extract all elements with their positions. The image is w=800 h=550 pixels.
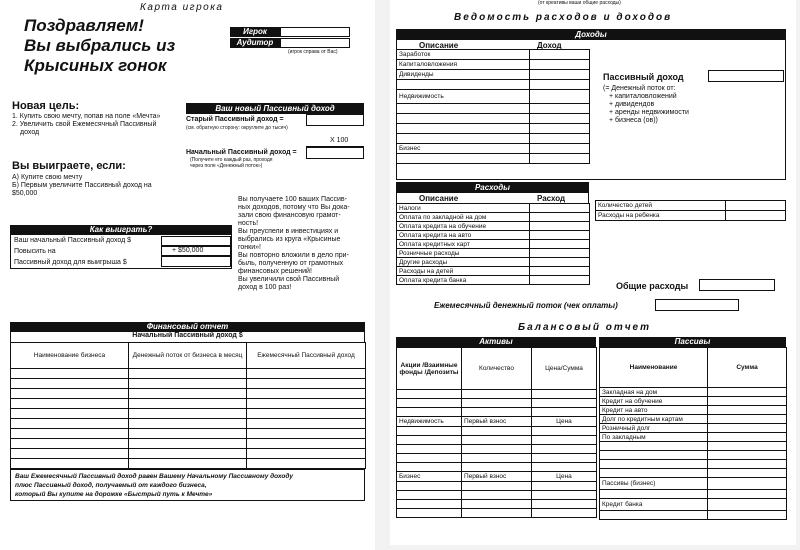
table-row[interactable] bbox=[397, 80, 590, 90]
start-passive-label: Начальный Пассивный доход = bbox=[186, 149, 297, 156]
old-passive-label: Старый Пассивный доход = bbox=[186, 116, 284, 123]
table-row[interactable] bbox=[397, 134, 590, 144]
assets-col-stocks: Акции /Взаимные фонды /Депозиты bbox=[397, 348, 462, 390]
financial-subheader: Начальный Пассивный доход $ bbox=[10, 332, 365, 342]
how-win-header: Как выиграть? bbox=[10, 225, 232, 235]
financial-footer: Ваш Ежемесячный Пассивный доход равен Вашему Начальному Пассивному доходу плюс Пассивный доход, получаемый от каждого бизнеса, который Вы купите на дорожке «Быстрый путь к Мечте» bbox=[10, 469, 365, 501]
liab-col-sum: Сумма bbox=[708, 348, 787, 388]
monthly-cashflow-field[interactable] bbox=[655, 299, 739, 311]
table-row[interactable]: Расходы на ребенка bbox=[596, 211, 786, 221]
increase-value: + $50,000 bbox=[161, 246, 231, 256]
table-row[interactable] bbox=[11, 449, 366, 459]
table-row[interactable] bbox=[11, 429, 366, 439]
assets-table bbox=[396, 347, 597, 518]
table-row[interactable]: Другие расходы bbox=[397, 258, 590, 267]
table-row[interactable]: Пассивы (бизнес) bbox=[600, 478, 787, 490]
table-row[interactable] bbox=[600, 511, 787, 520]
auditor-name-field[interactable] bbox=[280, 38, 350, 48]
balance-title: Балансовый отчет bbox=[518, 322, 652, 333]
table-row[interactable]: Количество детей bbox=[596, 201, 786, 211]
old-passive-note: (см. обратную сторону: округлите до тысяч) bbox=[186, 125, 288, 131]
children-table bbox=[595, 200, 786, 221]
fin-col-passive: Ежемесячный Пассивный доход bbox=[247, 343, 366, 369]
table-row[interactable] bbox=[397, 114, 590, 124]
table-row[interactable]: Оплата по закладной на дом bbox=[397, 213, 590, 222]
table-row[interactable] bbox=[600, 469, 787, 478]
table-row[interactable] bbox=[11, 409, 366, 419]
table-row[interactable] bbox=[11, 419, 366, 429]
passive-income-heading: Пассивный доход bbox=[603, 72, 684, 82]
financial-table bbox=[10, 342, 366, 469]
table-row[interactable]: Розничный долг bbox=[600, 424, 787, 433]
card-title: Карта игрока bbox=[140, 2, 224, 13]
table-row[interactable]: По закладным bbox=[600, 433, 787, 442]
win-list: А) Купите свою мечту Б) Первым увеличите Пассивный доход на $50,000 bbox=[12, 174, 152, 197]
start-passive-note: (Получите его каждый раз, проходя через поле «Денежный поток») bbox=[190, 157, 273, 169]
table-row[interactable]: Недвижимость bbox=[397, 90, 590, 104]
player-label: Игрок bbox=[230, 27, 280, 37]
table-row[interactable] bbox=[11, 379, 366, 389]
table-row[interactable]: Кредит банка bbox=[600, 499, 787, 511]
table-row[interactable]: Закладная на дом bbox=[600, 388, 787, 397]
table-row[interactable] bbox=[397, 491, 597, 500]
table-row[interactable] bbox=[600, 451, 787, 460]
fin-col-business: Наименование бизнеса bbox=[11, 343, 129, 369]
table-row[interactable]: Кредит на авто bbox=[600, 406, 787, 415]
liab-col-name: Наименование bbox=[600, 348, 708, 388]
table-row[interactable] bbox=[600, 490, 787, 499]
table-row[interactable]: Оплата кредита на авто bbox=[397, 231, 590, 240]
new-goal-heading: Новая цель: bbox=[12, 100, 80, 112]
expenses-table bbox=[396, 203, 590, 285]
total-expenses-field[interactable] bbox=[699, 279, 775, 291]
table-row[interactable] bbox=[397, 454, 597, 463]
how-win-block bbox=[10, 235, 232, 269]
table-row[interactable] bbox=[397, 154, 590, 164]
start-passive-field[interactable] bbox=[306, 147, 364, 159]
table-row[interactable]: Кредит на обучение bbox=[600, 397, 787, 406]
table-row[interactable]: Заработок bbox=[397, 50, 590, 60]
passive-income-field[interactable] bbox=[708, 70, 784, 82]
table-row[interactable]: Налоги bbox=[397, 204, 590, 213]
income-statement-sheet bbox=[390, 0, 796, 545]
table-row[interactable] bbox=[600, 442, 787, 451]
table-row[interactable] bbox=[397, 436, 597, 445]
win-heading: Вы выиграете, если: bbox=[12, 160, 126, 172]
table-row[interactable]: Капиталовложения bbox=[397, 60, 590, 70]
monthly-cashflow-label: Ежемесячный денежный поток (чек оплаты) bbox=[434, 301, 618, 310]
table-row[interactable] bbox=[397, 445, 597, 454]
table-row[interactable] bbox=[397, 408, 597, 417]
total-expenses-label: Общие расходы bbox=[616, 281, 689, 291]
income-table bbox=[396, 49, 590, 164]
table-row[interactable] bbox=[397, 463, 597, 472]
fin-col-cashflow: Денежный поток от бизнеса в месяц bbox=[129, 343, 247, 369]
table-row[interactable] bbox=[11, 369, 366, 379]
income-header: Доходы bbox=[396, 29, 786, 40]
table-row[interactable] bbox=[397, 124, 590, 134]
table-row[interactable]: Бизнес bbox=[397, 144, 590, 154]
new-passive-header: Ваш новый Пассивный доход bbox=[186, 103, 364, 114]
target-income-field[interactable] bbox=[161, 256, 231, 267]
assets-header: Активы bbox=[396, 337, 596, 347]
table-row[interactable] bbox=[397, 427, 597, 436]
liabilities-header: Пассивы bbox=[599, 337, 786, 347]
old-passive-field[interactable] bbox=[306, 114, 364, 126]
table-row[interactable] bbox=[397, 509, 597, 518]
table-row[interactable]: Розничные расходы bbox=[397, 249, 590, 258]
table-row[interactable]: Недвижимость Первый взнос Цена bbox=[397, 417, 597, 427]
headline: Поздравляем! Вы выбрались из Крысиных гонок bbox=[24, 16, 176, 75]
table-row[interactable] bbox=[397, 482, 597, 491]
top-note: (от креативы ваши общие расходы) bbox=[538, 0, 621, 6]
financial-header: Финансовый отчет bbox=[10, 322, 365, 332]
table-row[interactable]: Оплата кредитных карт bbox=[397, 240, 590, 249]
statement-title: Ведомость расходов и доходов bbox=[454, 12, 673, 23]
expenses-col-headers: Описание Расход bbox=[396, 193, 589, 203]
assets-col-price: Цена/Сумма bbox=[532, 348, 597, 390]
table-row[interactable]: Оплата кредита на обучение bbox=[397, 222, 590, 231]
table-row[interactable]: Бизнес Первый взнос Цена bbox=[397, 472, 597, 482]
how-win-row3: Пассивный доход для выигрыша $ bbox=[14, 259, 127, 266]
table-row[interactable]: Долг по кредитным картам bbox=[600, 415, 787, 424]
auditor-note: (игрок справа от Вас) bbox=[288, 49, 338, 55]
income-col-headers: Описание Доход bbox=[396, 40, 594, 49]
passive-income-sources: (= Денежный поток от: + капиталовложений + дивидендов + аренды недвижимости + бизнеса (ов)) bbox=[603, 85, 689, 124]
table-row[interactable]: Оплата кредита банка bbox=[397, 276, 590, 285]
congrats-story: Вы получаете 100 ваших Пассив- ных доходов, потому что Вы дока- зали свою финансовую грамот- ность! Вы преуспели в инвестициях и выбрались из круга «Крысиные гонки»! Вы повторно вложили в дело при- быль, полученную от грамотных финансовых решений! Вы увеличили свой Пассивный доход в 100 раз! bbox=[238, 196, 350, 291]
table-row[interactable]: Дивиденды bbox=[397, 70, 590, 80]
start-income-field[interactable] bbox=[161, 236, 231, 246]
table-row[interactable] bbox=[11, 389, 366, 399]
player-card-sheet bbox=[0, 0, 375, 550]
table-row[interactable] bbox=[11, 439, 366, 449]
table-row[interactable] bbox=[600, 460, 787, 469]
new-goal-list: 1. Купить свою мечту, попав на поле «Мечта» 2. Увеличить свой Ежемесячный Пассивный доход bbox=[12, 113, 161, 136]
expenses-header: Расходы bbox=[396, 182, 589, 193]
table-row[interactable] bbox=[11, 459, 366, 469]
x100-label: X 100 bbox=[330, 137, 349, 144]
table-row[interactable] bbox=[397, 500, 597, 509]
table-row[interactable] bbox=[397, 104, 590, 114]
liabilities-table bbox=[599, 347, 787, 520]
auditor-label: Аудитор bbox=[230, 38, 280, 48]
assets-col-qty: Количество bbox=[462, 348, 532, 390]
player-name-field[interactable] bbox=[280, 27, 350, 37]
table-row[interactable]: Расходы на детей bbox=[397, 267, 590, 276]
how-win-row2: Повысить на bbox=[14, 248, 56, 255]
table-row[interactable] bbox=[397, 399, 597, 408]
table-row[interactable] bbox=[397, 390, 597, 399]
table-row[interactable] bbox=[11, 399, 366, 409]
how-win-row1: Ваш начальный Пассивный доход $ bbox=[14, 237, 132, 244]
